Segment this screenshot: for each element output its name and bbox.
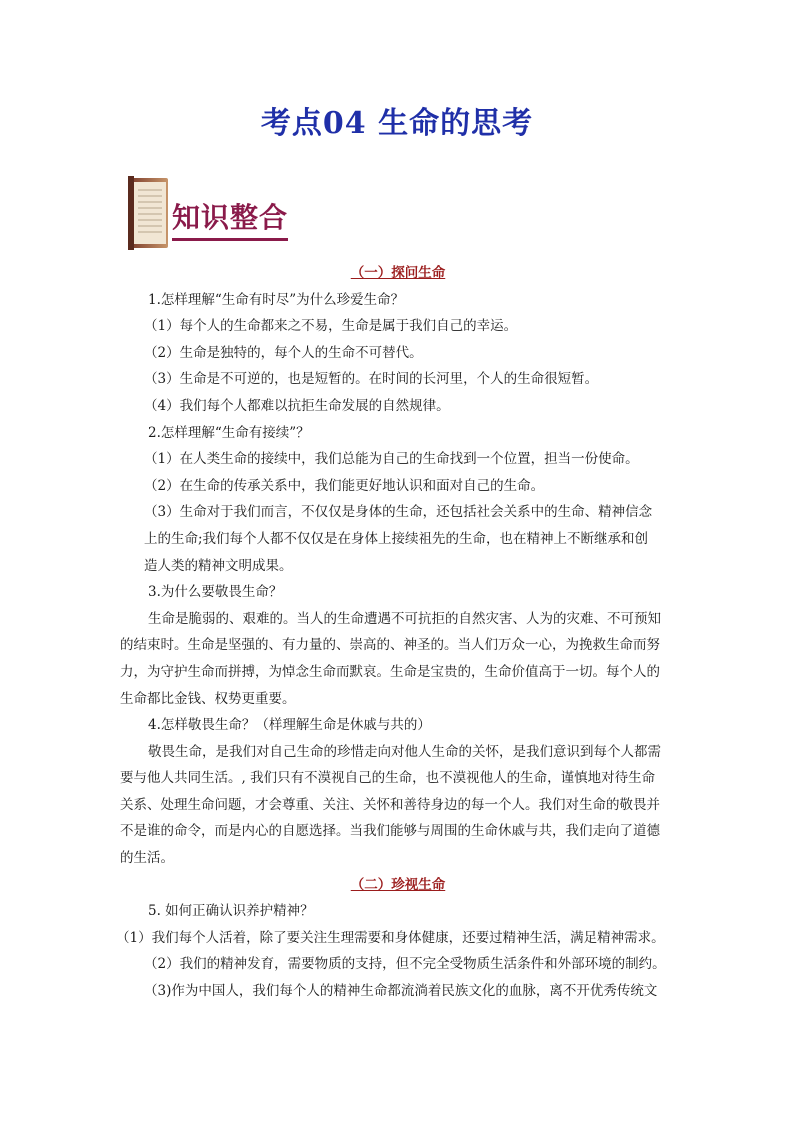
- paragraph-line: 生命是脆弱的、艰难的。当人的生命遭遇不可抗拒的自然灾害、人为的灾难、不可预知: [148, 610, 661, 627]
- badge-label: 知识整合: [172, 196, 288, 241]
- book-icon: [126, 172, 172, 252]
- question: 3.为什么要敬畏生命？: [148, 584, 283, 601]
- paragraph-line: 的结束时。生命是坚强的、有力量的、崇高的、神圣的。当人们万众一心，为挽救生命而努: [120, 637, 660, 654]
- paragraph-line: 要与他人共同生活。, 我们只有不漠视自己的生命，也不漠视他人的生命，谨慎地对待生命: [120, 770, 656, 787]
- document-body: [116, 260, 676, 1005]
- answer-line: （1）在人类生命的接续中，我们总能为自己的生命找到一个位置，担当一份使命。: [144, 451, 639, 468]
- answer-line: （3)作为中国人，我们每个人的精神生命都流淌着民族文化的血脉，离不开优秀传统文: [144, 983, 658, 1000]
- paragraph-line: 生命都比金钱、权势更重要。: [120, 690, 296, 707]
- answer-line: （1）我们每个人活着，除了要关注生理需要和身体健康，还要过精神生活，满足精神需求。: [116, 929, 665, 946]
- question: 5. 如何正确认识养护精神？: [148, 903, 314, 920]
- answer-line: 上的生命;我们每个人都不仅仅是在身体上接续祖先的生命，也在精神上不断继承和创: [144, 530, 649, 547]
- answer-line: （2）生命是独特的，每个人的生命不可替代。: [144, 344, 423, 361]
- paragraph-line: 敬畏生命，是我们对自己生命的珍惜走向对他人生命的关怀，是我们意识到每个人都需: [148, 743, 661, 760]
- answer-line: （3）生命是不可逆的，也是短暂的。在时间的长河里，个人的生命很短暂。: [144, 371, 599, 388]
- paragraph-line: 的生活。: [120, 850, 174, 867]
- section-badge: [126, 172, 326, 254]
- answer-line: （3）生命对于我们而言，不仅仅是身体的生命，还包括社会关系中的生命、精神信念: [144, 504, 653, 521]
- question: 2.怎样理解“生命有接续”？: [148, 424, 310, 441]
- section-heading: （二）珍视生命: [350, 876, 446, 893]
- answer-line: （2）我们的精神发育，需要物质的支持，但不完全受物质生活条件和外部环境的制约。: [144, 956, 666, 973]
- answer-line: 造人类的精神文明成果。: [144, 557, 293, 574]
- question: 1.怎样理解“生命有时尽”为什么珍爱生命？: [148, 291, 405, 308]
- question: 4.怎样敬畏生命？（样理解生命是休戚与共的）: [148, 717, 431, 734]
- paragraph-line: 力，为守护生命而拼搏，为悼念生命而默哀。生命是宝贵的，生命价值高于一切。每个人的: [120, 663, 660, 680]
- answer-line: （1）每个人的生命都来之不易，生命是属于我们自己的幸运。: [144, 318, 518, 335]
- page-title: 考点04 生命的思考: [260, 106, 534, 141]
- answer-line: （2）在生命的传承关系中，我们能更好地认识和面对自己的生命。: [144, 477, 545, 494]
- answer-line: （4）我们每个人都难以抗拒生命发展的自然规律。: [144, 397, 450, 414]
- paragraph-line: 关系、处理生命问题，才会尊重、关注、关怀和善待身边的每一个人。我们对生命的敬畏并: [120, 796, 660, 813]
- paragraph-line: 不是谁的命令，而是内心的自愿选择。当我们能够与周围的生命休戚与共，我们走向了道德: [120, 823, 660, 840]
- section-heading: （一）探问生命: [350, 265, 446, 281]
